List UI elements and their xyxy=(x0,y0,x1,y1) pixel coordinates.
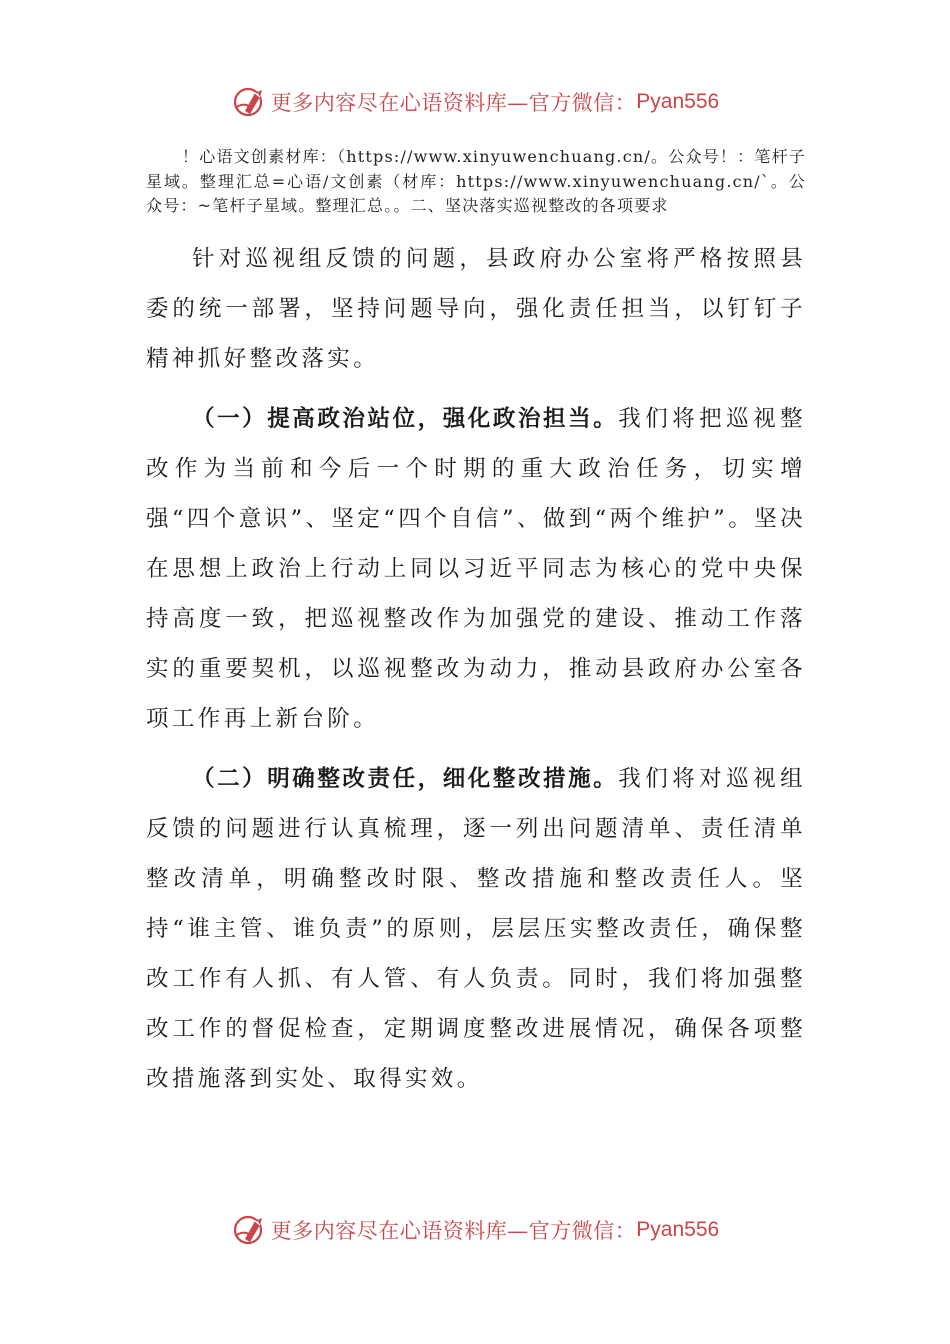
pen-nib-logo-icon xyxy=(231,1212,267,1248)
section-2-heading: （二）明确整改责任，细化整改措施。 xyxy=(192,766,619,792)
section-1-heading: （一）提高政治站位，强化政治担当。 xyxy=(192,406,619,432)
header-banner-text: 更多内容尽在心语资料库—官方微信： xyxy=(270,91,637,115)
paragraph-section-2 xyxy=(146,754,806,1104)
paragraph-intro-text: 针对巡视组反馈的问题，县政府办公室将严格按照县委的统一部署，坚持问题导向，强化责任担当，以钉钉子精神抓好整改落实。 xyxy=(146,246,806,372)
footer-banner-text: 更多内容尽在心语资料库—官方微信： xyxy=(270,1219,637,1243)
footer-banner-wechat-id: Pyan556 xyxy=(636,1218,720,1241)
source-note: ！心语文创素材库：（https://www.xinyuwenchuang.cn/。公众号！：笔杆子星域。整理汇总=心语/文创素（材库：https://www.xinyuwenchuang.cn/`。公众号：~笔杆子星域。整理汇总。。二、坚决落实巡视整改的各项要求 xyxy=(146,147,806,215)
header-banner xyxy=(0,80,950,124)
section-2-text: 我们将对巡视组反馈的问题进行认真梳理，逐一列出问题清单、责任清单整改清单，明确整改时限、整改措施和整改责任人。坚持“谁主管、谁负责”的原则，层层压实整改责任，确保整改工作有人抓、有人管、有人负责。同时，我们将加强整改工作的督促检查，定期调度整改进展情况，确保各项整改措施落到实处、取得实效。 xyxy=(146,766,806,1092)
section-1-text: 我们将把巡视整改作为当前和今后一个时期的重大政治任务，切实增强“四个意识”、坚定“四个自信”、做到“两个维护”。坚决在思想上政治上行动上同以习近平同志为核心的党中央保持高度一致，把巡视整改作为加强党的建设、推动工作落实的重要契机，以巡视整改为动力，推动县政府办公室各项工作再上新台阶。 xyxy=(146,406,806,732)
paragraph-section-1 xyxy=(146,394,806,744)
pen-nib-logo-icon xyxy=(231,84,267,120)
footer-banner xyxy=(0,1208,950,1252)
header-banner-wechat-id: Pyan556 xyxy=(636,90,720,113)
paragraph-intro xyxy=(146,234,806,384)
